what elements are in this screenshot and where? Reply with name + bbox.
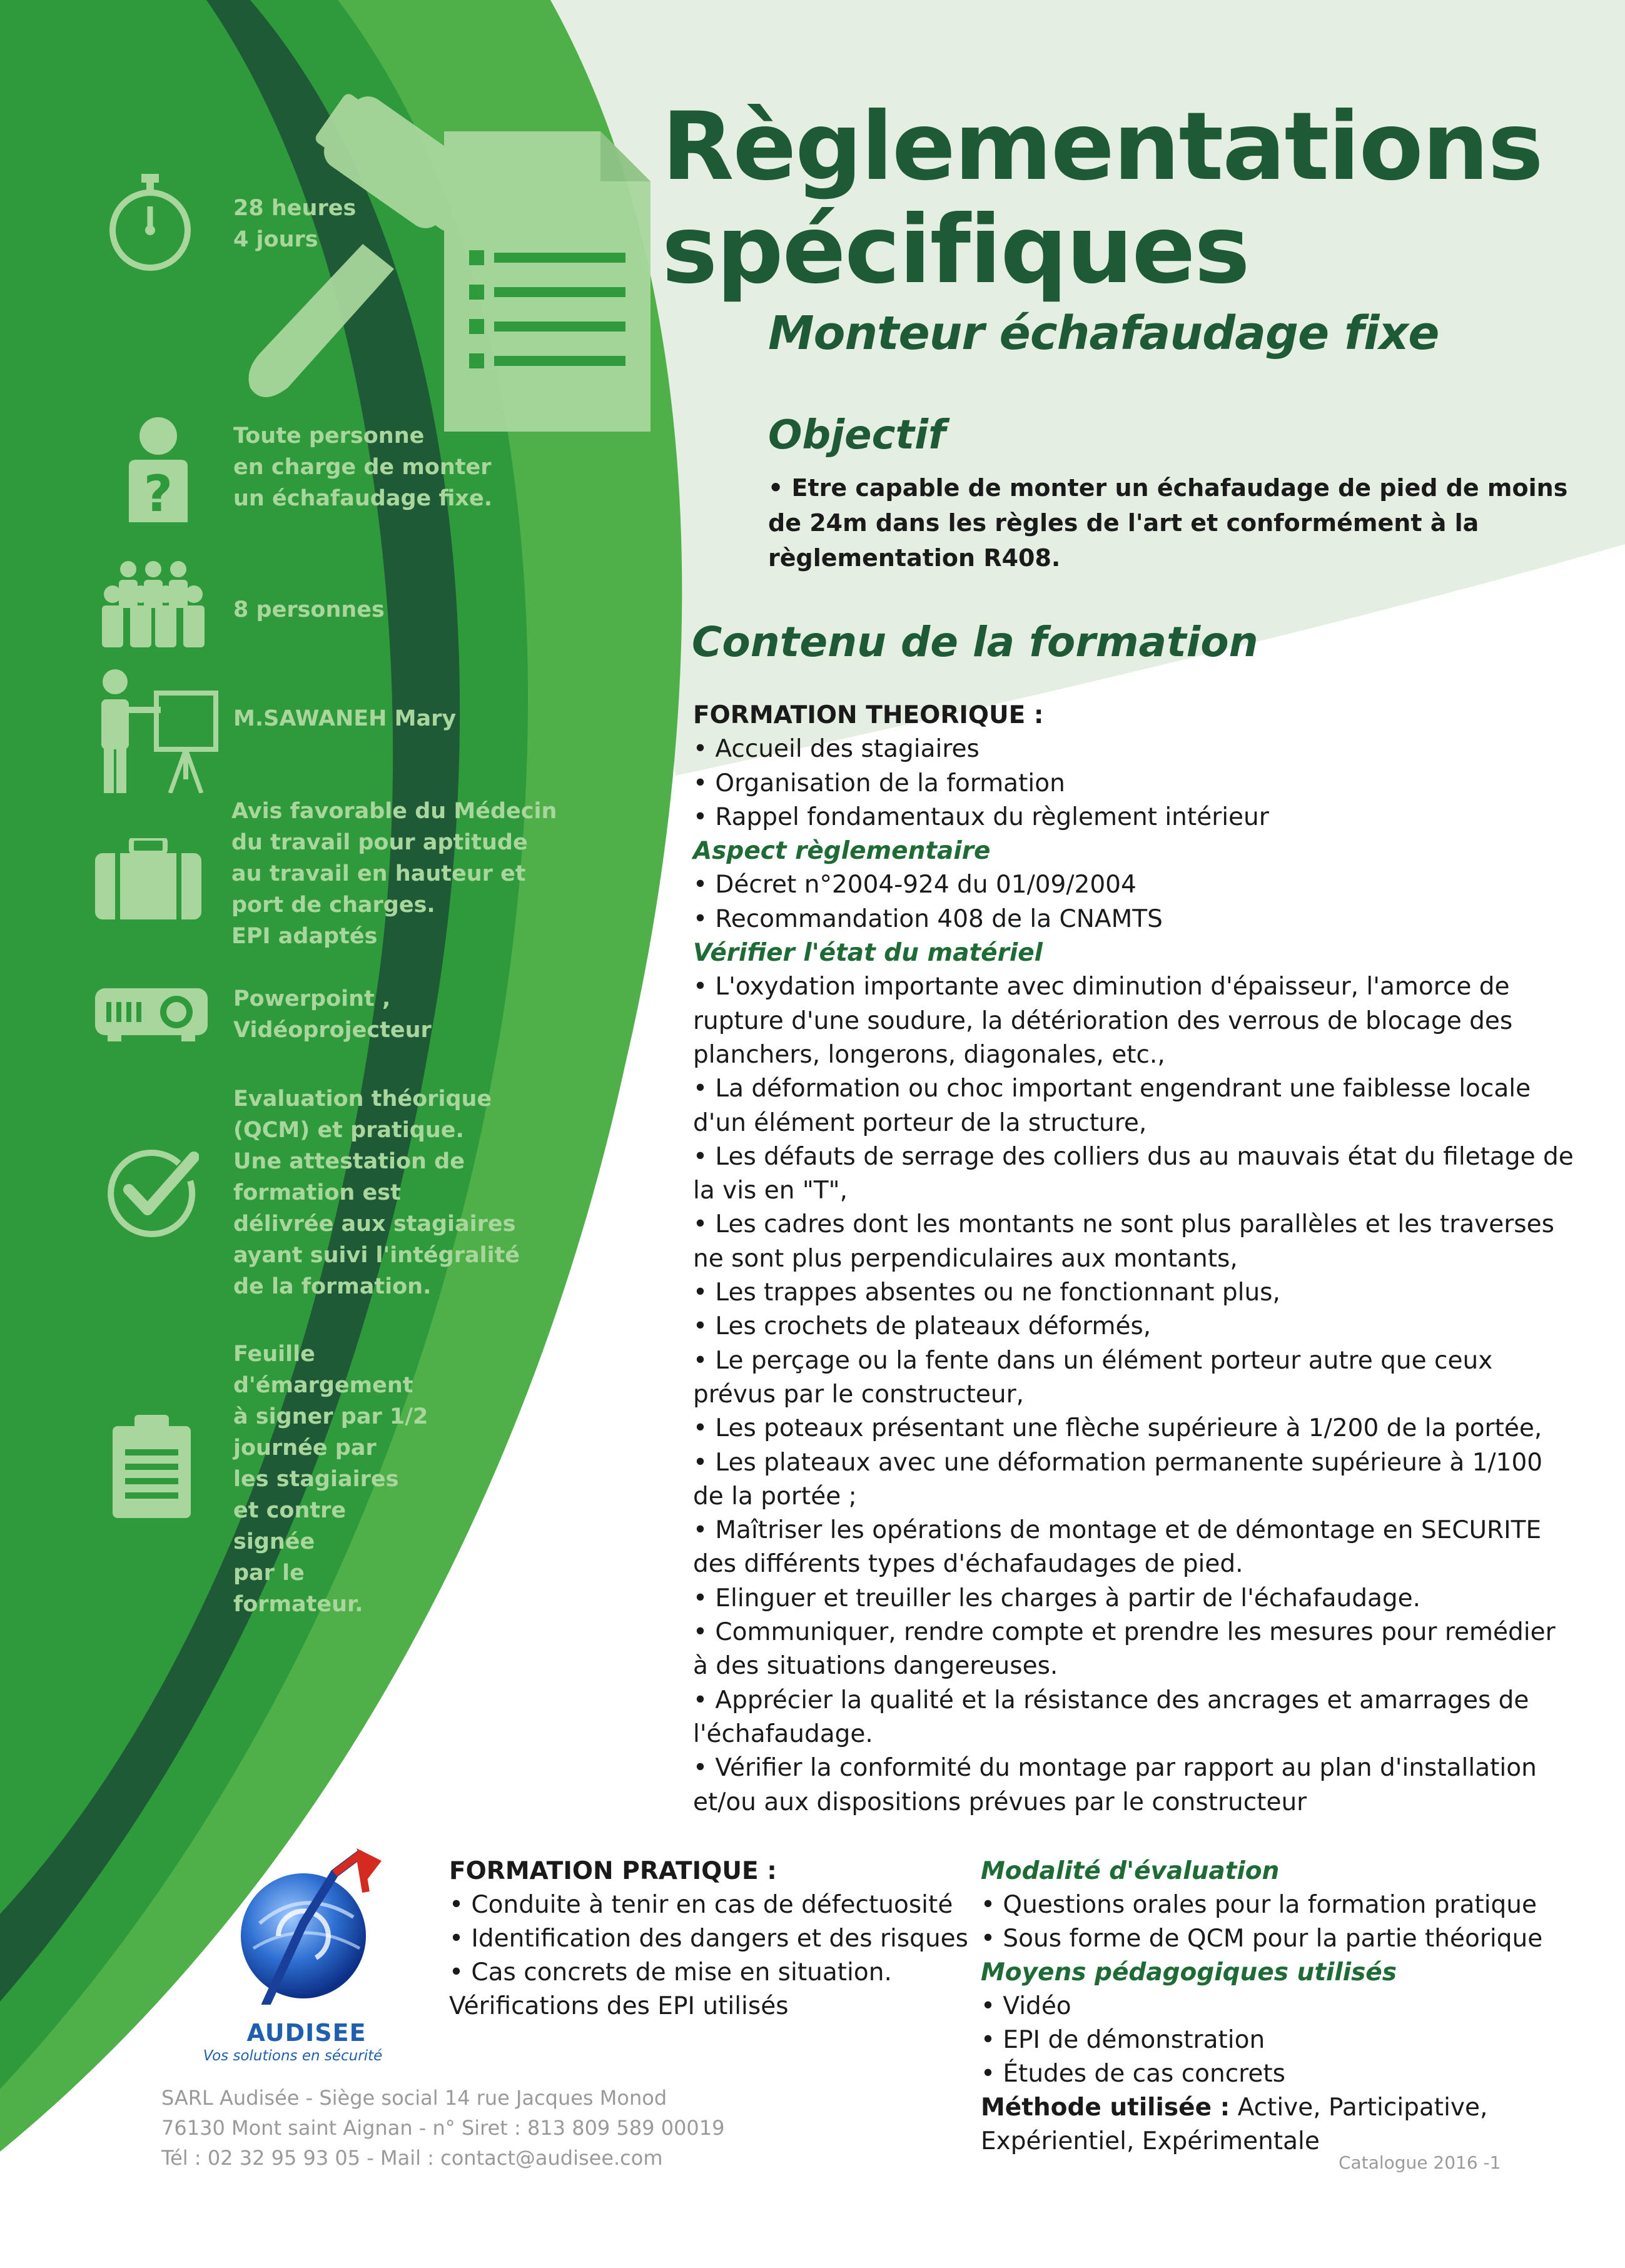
person-question-icon (124, 416, 193, 522)
objectif-text (768, 470, 1568, 575)
svg-text:?: ? (143, 465, 173, 522)
section-title: FORMATION THEORIQUE : (693, 701, 1044, 729)
list-item: • Organisation de la formation (693, 769, 1065, 797)
list-item: à des situations dangereuses. (693, 1652, 1058, 1681)
subsection-title: Moyens pédagogiques utilisés (981, 1958, 1397, 1987)
page-subtitle: Monteur échafaudage fixe (768, 306, 1439, 360)
list-item: • Vidéo (981, 1992, 1071, 2020)
formation-pratique-list (449, 1855, 968, 2023)
stopwatch-icon (106, 174, 194, 274)
list-item: • Communiquer, rendre compte et prendre les mesures pour remédier (693, 1618, 1556, 1647)
subsection-title: Vérifier l'état du matériel (693, 939, 1043, 968)
projector-icon (95, 982, 208, 1041)
list-item: d'un élément porteur de la structure, (693, 1108, 1147, 1137)
company-line: Tél : 02 32 95 93 05 - Mail : contact@audisee.com (161, 2146, 663, 2170)
method-line (981, 2091, 1542, 2125)
list-item: des différents types d'échafaudages de pied. (693, 1550, 1243, 1579)
list-item: l'échafaudage. (693, 1719, 873, 1748)
method-label: Méthode utilisée : (981, 2093, 1230, 2122)
subsection-title: Aspect règlementaire (693, 837, 991, 866)
page-title-line-1: Règlementations (662, 93, 1542, 201)
list-item: • Apprécier la qualité et la résistance des ancrages et amarrages de (693, 1686, 1529, 1714)
company-line: 76130 Mont saint Aignan - n° Siret : 813 809 589 00019 (161, 2116, 725, 2140)
list-item: de la portée ; (693, 1482, 857, 1511)
list-item: • Décret n°2004-924 du 01/09/2004 (693, 871, 1136, 899)
list-item: prévus par le constructeur, (693, 1380, 1025, 1409)
list-item: • Les trappes absentes ou ne fonctionnant plus, (693, 1278, 1280, 1307)
list-item: ne sont plus perpendiculaires aux montants, (693, 1244, 1238, 1273)
logo-slogan: Vos solutions en sécurité (203, 2048, 383, 2064)
list-item: • L'oxydation importante avec diminution d'épaisseur, l'amorce de (693, 973, 1510, 1001)
list-item: • Les plateaux avec une déformation permanente supérieure à 1/100 (693, 1448, 1543, 1477)
list-item: • Elinguer et treuiller les charges à partir de l'échafaudage. (693, 1584, 1420, 1612)
sidebar-equipment-text: Powerpoint , Vidéoprojecteur (233, 986, 432, 1043)
list-item: • Rappel fondamentaux du règlement intérieur (693, 802, 1269, 831)
globe-arrow-logo-icon (210, 1848, 416, 2005)
method-value: Active, Participative, (1230, 2093, 1488, 2122)
list-item: • La déformation ou choc important engendrant une faiblesse locale (693, 1075, 1531, 1103)
list-item: Vérifications des EPI utilisés (449, 1992, 789, 2020)
list-item: • EPI de démonstration (981, 2026, 1265, 2054)
sidebar-attendance-text: Feuille d'émargement à signer par 1/2 journée par les stagiaires et contre signée par le formateur. (233, 1342, 428, 1617)
checkmark-circle-icon (105, 1145, 199, 1238)
list-item: • Les crochets de plateaux déformés, (693, 1312, 1152, 1341)
contenu-list (693, 699, 1574, 1820)
objectif-line: • Etre capable de monter un échafaudage de pied de moins (768, 474, 1568, 502)
list-item: • Études de cas concrets (981, 2060, 1285, 2088)
section-title: FORMATION PRATIQUE : (449, 1857, 777, 1885)
list-item: • Maîtriser les opérations de montage et de démontage en SECURITE (693, 1516, 1542, 1545)
list-item: • Sous forme de QCM pour la partie théorique (981, 1925, 1543, 1953)
list-item: planchers, longerons, diagonales, etc., (693, 1040, 1165, 1069)
sidebar-evaluation-text: Evaluation théorique (QCM) et pratique. Une attestation de formation est délivrée aux stagiaires ayant suivi l'intégralité de la formation. (233, 1086, 520, 1299)
catalogue-label: Catalogue 2016 -1 (1339, 2152, 1501, 2173)
evaluation-block (981, 1855, 1542, 2159)
group-icon (100, 560, 206, 647)
briefcase-icon (95, 838, 201, 919)
list-item: la vis en "T", (693, 1177, 848, 1205)
page-title-line-2: spécifiques (662, 196, 1249, 305)
list-item: • Identification des dangers et des risques (449, 1925, 968, 1953)
list-item: rupture d'une soudure, la détérioration des verrous de blocage des (693, 1006, 1513, 1035)
subsection-title: Modalité d'évaluation (981, 1857, 1280, 1885)
list-item: • Recommandation 408 de la CNAMTS (693, 904, 1163, 933)
list-item: • Les défauts de serrage des colliers dus au mauvais état du filetage de (693, 1142, 1574, 1171)
list-item: • Questions orales pour la formation pratique (981, 1891, 1537, 1919)
contenu-heading: Contenu de la formation (692, 618, 1258, 666)
method-value-continued: Expérientiel, Expérimentale (981, 2127, 1320, 2155)
sidebar-participants-text: 8 personnes (233, 597, 385, 622)
presenter-board-icon (95, 668, 220, 793)
list-item: • Accueil des stagiaires (693, 735, 980, 764)
clipboard-icon (113, 1415, 191, 1518)
sidebar-audience-text: Toute personne en charge de monter un échafaudage fixe. (233, 423, 493, 511)
list-item: • Les cadres dont les montants ne sont plus parallèles et les traverses (693, 1210, 1554, 1239)
list-item: • Le perçage ou la fente dans un élément porteur autre que ceux (693, 1346, 1493, 1375)
list-item: • Conduite à tenir en cas de défectuosité (449, 1891, 953, 1919)
objectif-line: de 24m dans les règles de l'art et conformément à la (768, 509, 1479, 537)
gavel-document-icon (238, 94, 676, 444)
list-item: • Vérifier la conformité du montage par rapport au plan d'installation (693, 1754, 1537, 1783)
sidebar-prerequisites-text: Avis favorable du Médecin du travail pour aptitude au travail en hauteur et port de charges. EPI adaptés (231, 799, 557, 949)
logo-name: AUDISEE (246, 2019, 367, 2047)
list-item: et/ou aux dispositions prévues par le constructeur (693, 1788, 1307, 1816)
company-info (161, 2083, 725, 2173)
objectif-heading: Objectif (768, 412, 946, 458)
company-line: SARL Audisée - Siège social 14 rue Jacques Monod (161, 2086, 667, 2110)
list-item: • Les poteaux présentant une flèche supérieure à 1/200 de la portée, (693, 1414, 1542, 1443)
sidebar-duration-text: 28 heures 4 jours (233, 196, 357, 252)
sidebar-trainer-text: M.SAWANEH Mary (233, 706, 457, 731)
objectif-line: règlementation R408. (768, 544, 1061, 572)
list-item: • Cas concrets de mise en situation. (449, 1958, 892, 1987)
